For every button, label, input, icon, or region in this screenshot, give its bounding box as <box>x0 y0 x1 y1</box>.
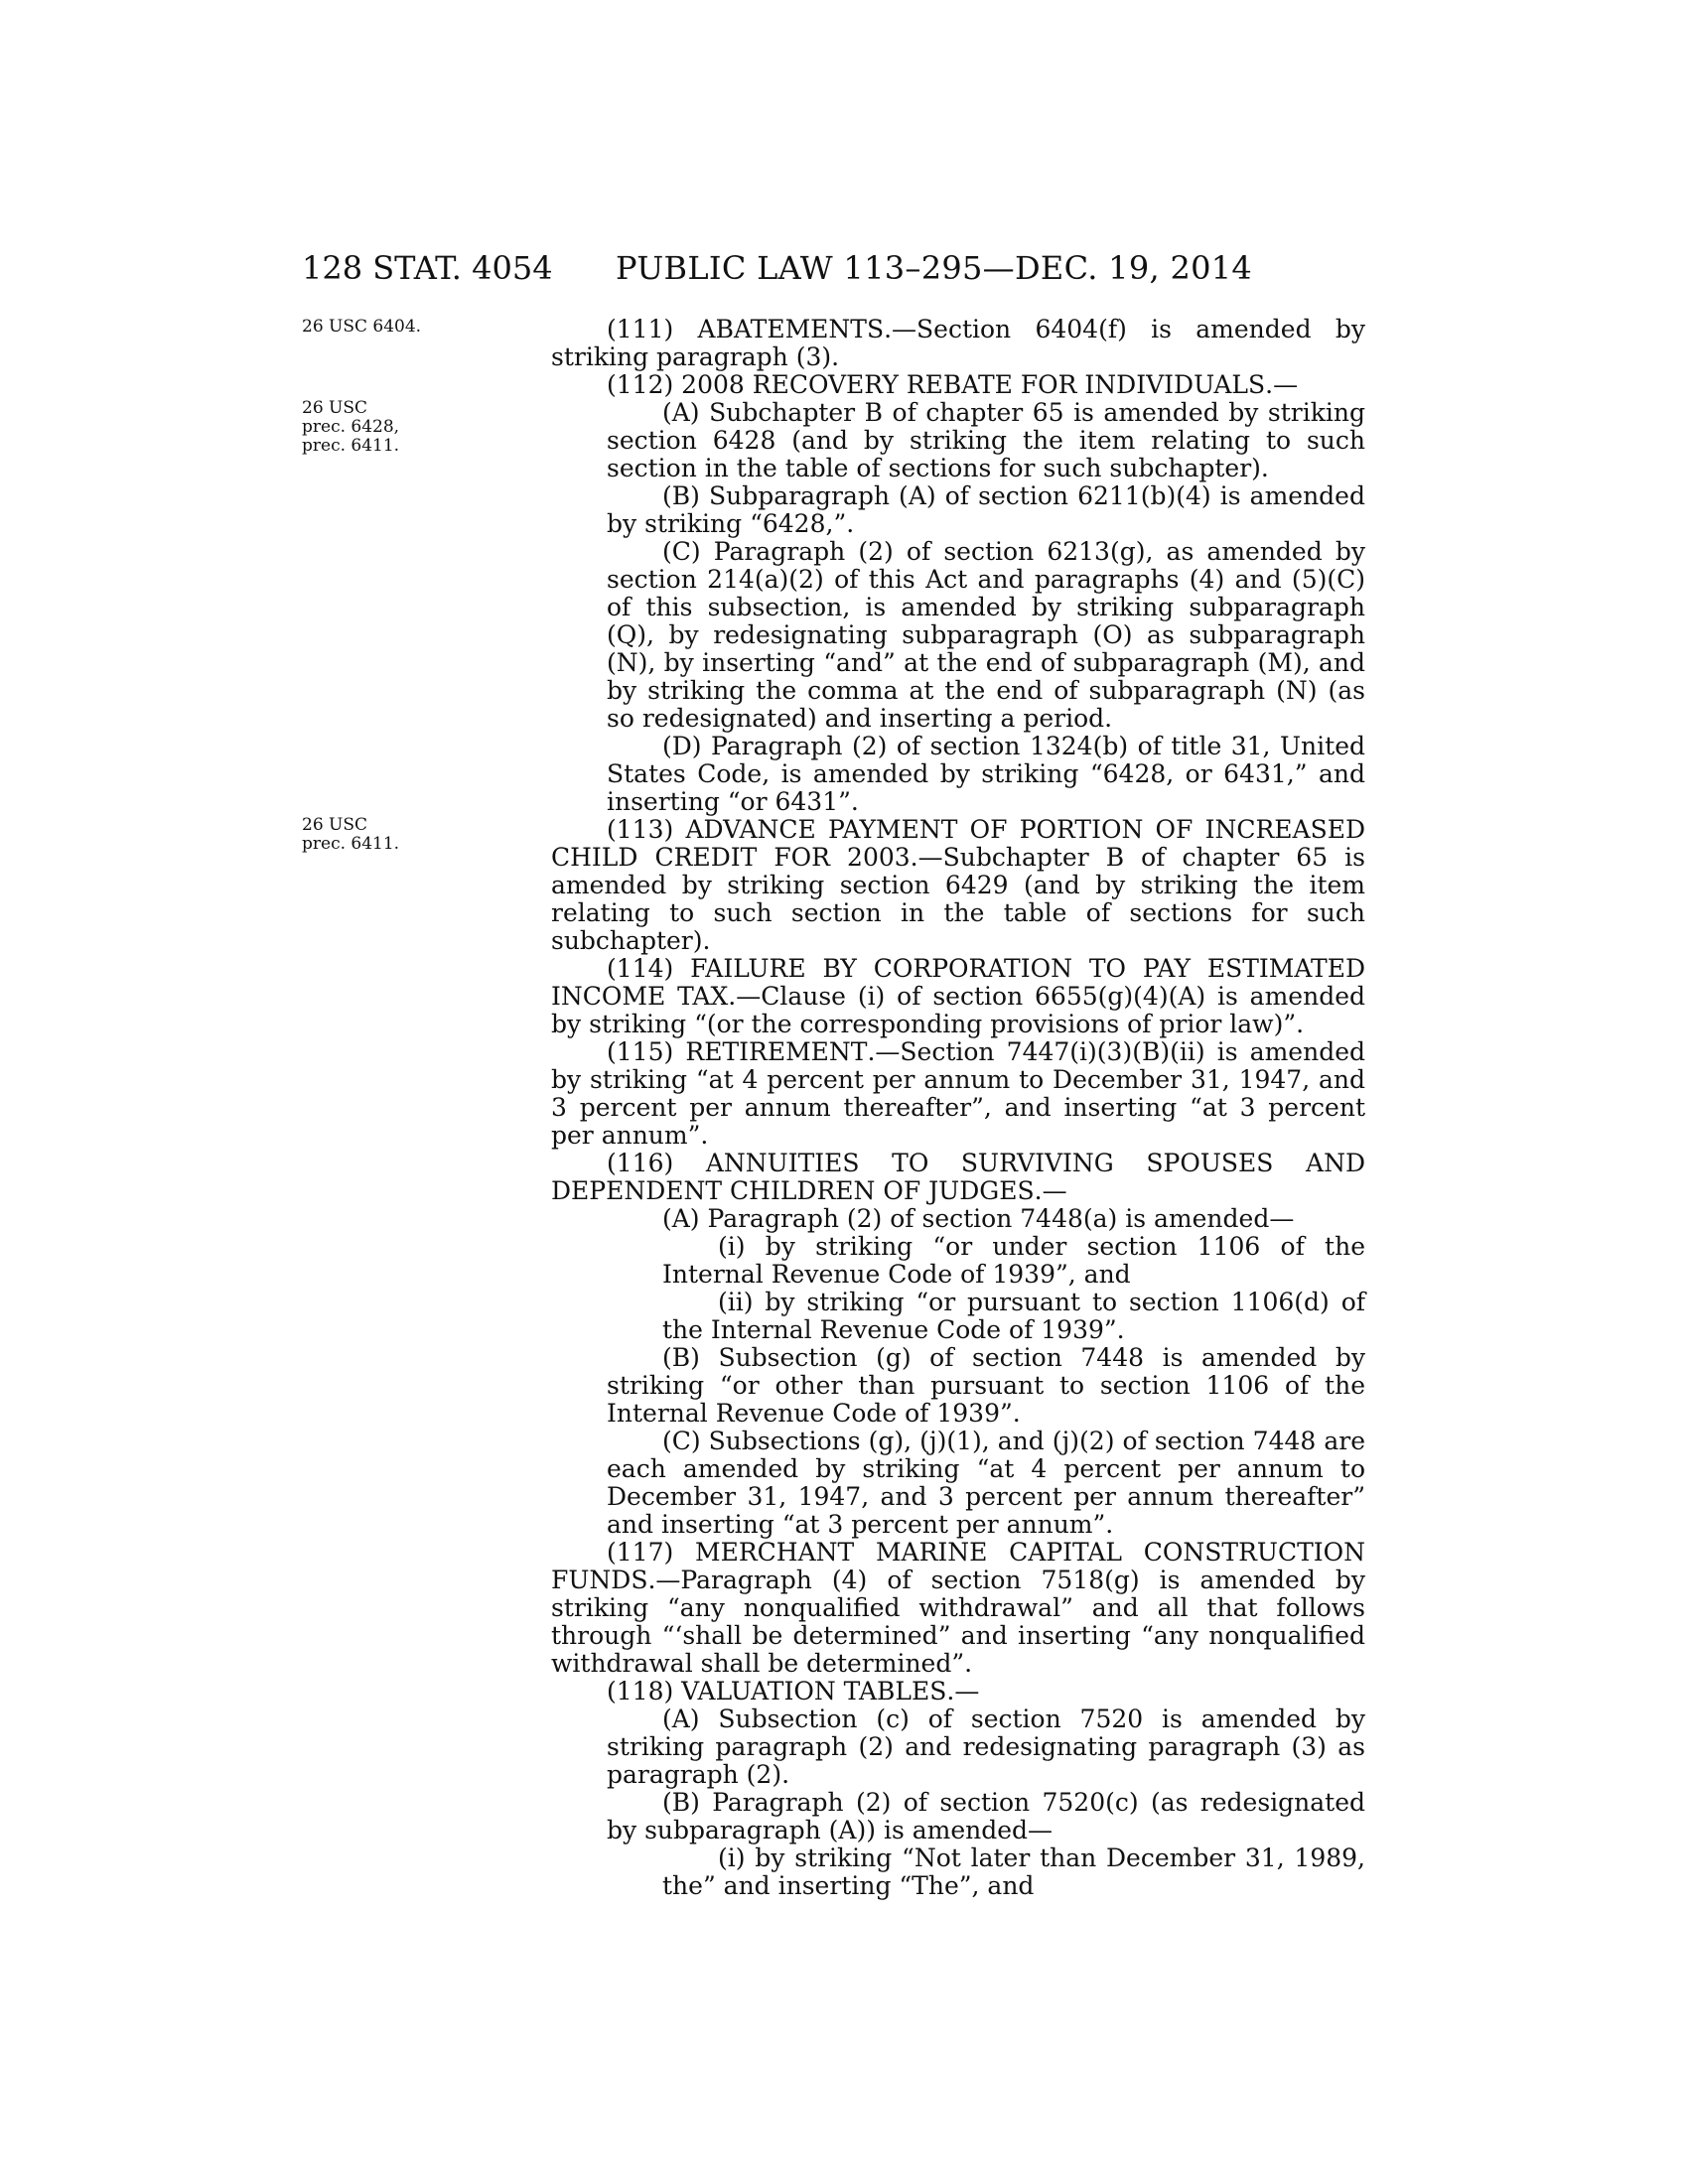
paragraph-heading: ABATEMENTS <box>697 315 885 343</box>
paragraph-heading: ADVANCE PAYMENT OF PORTION OF INCREASED CHILD CREDIT FOR 2003 <box>551 815 1365 872</box>
paragraph-113 <box>551 816 1365 955</box>
paragraph-118 <box>551 1678 1365 1706</box>
subparagraph-112-b: (B) Subparagraph (A) of section 6211(b)(4) is amended by striking “6428,”. <box>607 481 1365 538</box>
paragraph-text: .— <box>1265 370 1299 399</box>
paragraph-text: .— <box>1034 1176 1067 1205</box>
paragraph-heading: FAILURE BY CORPORATION TO PAY ESTIMATED INCOME TAX <box>551 954 1365 1011</box>
subparagraph-112-a: (A) Subchapter B of chapter 65 is amended by striking section 6428 (and by striking the item relating to such section in the table of sections for such subchapter). <box>607 398 1365 482</box>
paragraph-115 <box>551 1038 1365 1150</box>
paragraph-number: (114) <box>607 954 691 983</box>
paragraph-heading: MERCHANT MARINE CAPITAL CONSTRUCTION FUNDS <box>551 1538 1366 1594</box>
paragraph-text: .—Section 6404(f) is amended by striking paragraph (3). <box>551 315 1366 371</box>
paragraph-heading: RECOVERY REBATE FOR INDIVIDUALS <box>752 370 1266 399</box>
paragraph-number: (112) 2008 <box>607 370 753 399</box>
paragraph-heading: ANNUITIES TO SURVIVING SPOUSES AND DEPENDENT CHILDREN OF JUDGES <box>551 1149 1365 1205</box>
clause-116-a-i: (i) by striking “or under section 1106 of the Internal Revenue Code of 1939”, and <box>662 1232 1365 1289</box>
subparagraph-116-b: (B) Subsection (g) of section 7448 is amended by striking “or other than pursuant to section 1106 of the Internal Revenue Code of 1939”. <box>607 1343 1365 1428</box>
margin-note-usc-6404: 26 USC 6404. <box>302 317 422 337</box>
subparagraph-116-c: (C) Subsections (g), (j)(1), and (j)(2) of section 7448 are each amended by striking “at 4 percent per annum to December 31, 1947, and 3 percent per annum thereafter” and inserting “at 3 percent per annum”. <box>607 1427 1365 1539</box>
paragraph-heading: RETIREMENT <box>685 1037 868 1066</box>
clause-116-a-ii: (ii) by striking “or pursuant to section 1106(d) of the Internal Revenue Code of 1939”. <box>662 1288 1365 1344</box>
statute-page-reference: 128 STAT. 4054 <box>302 249 553 287</box>
paragraph-117 <box>551 1539 1365 1678</box>
paragraph-text: .— <box>946 1677 980 1706</box>
document-body <box>551 316 1365 1900</box>
clause-118-b-i: (i) by striking “Not later than December 31, 1989, the” and inserting “The”, and <box>662 1843 1365 1900</box>
subparagraph-118-a: (A) Subsection (c) of section 7520 is amended by striking paragraph (2) and redesignating paragraph (3) as paragraph (2). <box>607 1705 1365 1789</box>
margin-note-usc-6428: 26 USC prec. 6428, prec. 6411. <box>302 398 400 456</box>
subparagraph-112-d: (D) Paragraph (2) of section 1324(b) of title 31, United States Code, is amended by striking “6428, or 6431,” and inserting “or 6431”. <box>607 732 1365 816</box>
paragraph-112 <box>551 371 1365 399</box>
paragraph-text: .—Paragraph (4) of section 7518(g) is amended by striking “any nonqualified withdrawal” and all that follows through “‘shall be determined” and inserting “any nonqualified withdrawal shall be determined”. <box>551 1566 1365 1678</box>
margin-note-usc-6411: 26 USC prec. 6411. <box>302 815 400 854</box>
paragraph-116 <box>551 1150 1365 1205</box>
paragraph-number: (116) <box>607 1149 706 1177</box>
paragraph-number: (111) <box>607 315 698 343</box>
subparagraph-118-b: (B) Paragraph (2) of section 7520(c) (as redesignated by subparagraph (A)) is amended— <box>607 1788 1365 1844</box>
paragraph-number: (117) <box>607 1538 695 1567</box>
paragraph-text: .—Clause (i) of section 6655(g)(4)(A) is amended by striking “(or the corresponding provisions of prior law)”. <box>551 982 1365 1038</box>
public-law-title: PUBLIC LAW 113–295—DEC. 19, 2014 <box>616 249 1253 287</box>
paragraph-number: (118) <box>607 1677 682 1706</box>
paragraph-heading: VALUATION TABLES <box>681 1677 947 1706</box>
paragraph-number: (113) <box>607 815 686 844</box>
paragraph-number: (115) <box>607 1037 686 1066</box>
paragraph-text: .—Subchapter B of chapter 65 is amended by striking section 6429 (and by striking the item relating to such section in the table of sections for such subchapter). <box>551 843 1365 955</box>
paragraph-text: .—Section 7447(i)(3)(B)(ii) is amended by striking “at 4 percent per annum to December 31, 1947, and 3 percent per annum thereafter”, and inserting “at 3 percent per annum”. <box>551 1037 1366 1150</box>
subparagraph-112-c: (C) Paragraph (2) of section 6213(g), as amended by section 214(a)(2) of this Act and paragraphs (4) and (5)(C) of this subsection, is amended by striking subparagraph (Q), by redesignating subparagraph (O) as subparagraph (N), by inserting “and” at the end of subparagraph (M), and by striking the comma at the end of subparagraph (N) (as so redesignated) and inserting a period. <box>607 537 1365 733</box>
paragraph-111 <box>551 316 1365 371</box>
paragraph-114 <box>551 955 1365 1038</box>
subparagraph-116-a: (A) Paragraph (2) of section 7448(a) is amended— <box>662 1204 1295 1233</box>
